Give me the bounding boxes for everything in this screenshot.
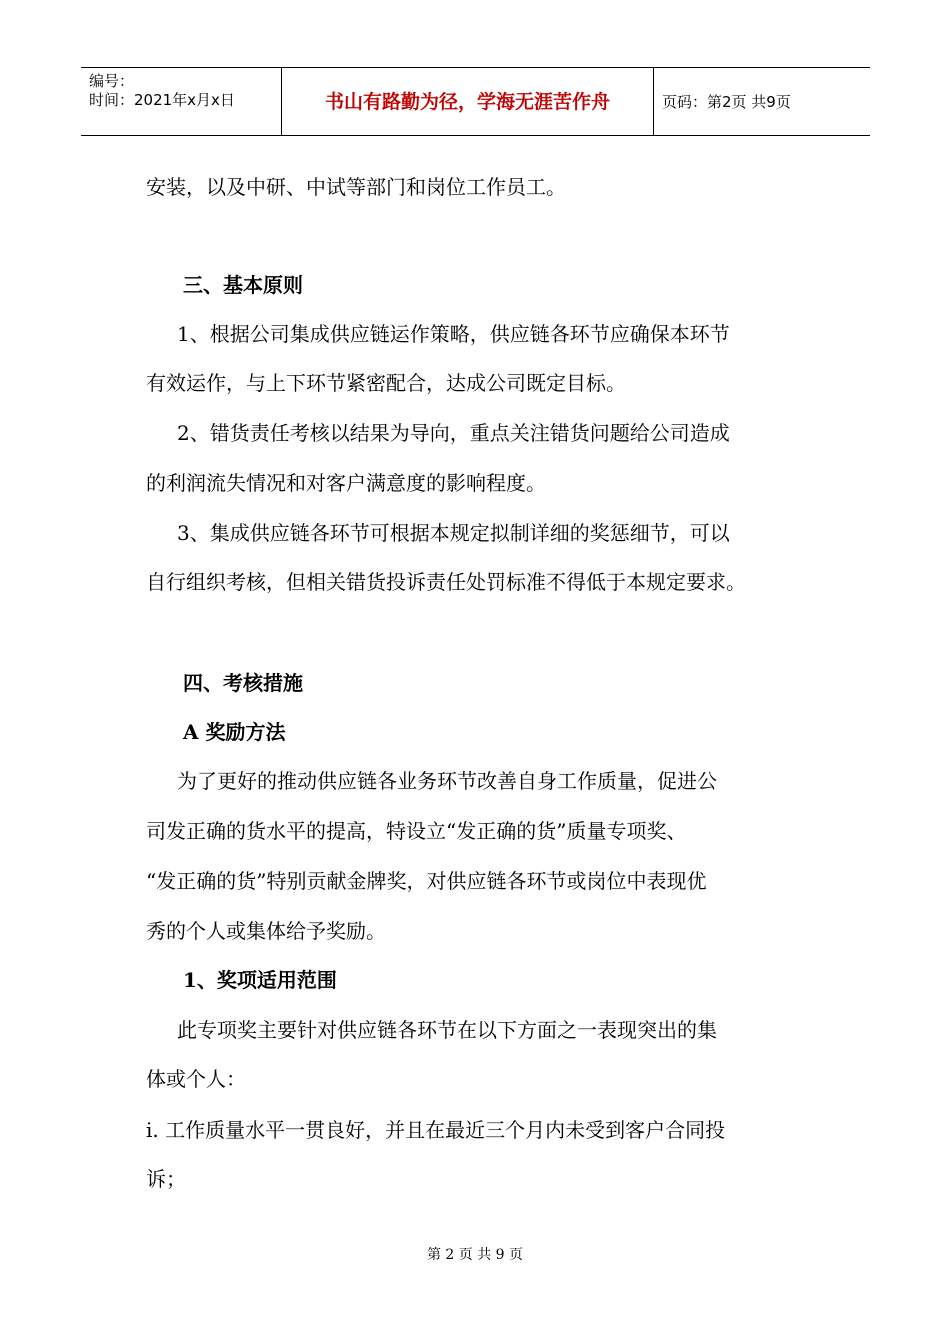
date-label: 时间：2021年x月x日 bbox=[89, 91, 235, 109]
body-line: 2、错货责任考核以结果为导向，重点关注错货问题给公司造成 bbox=[177, 421, 730, 445]
section-heading: 四、考核措施 bbox=[183, 671, 303, 695]
body-line: 诉； bbox=[146, 1167, 186, 1191]
body-line: 秀的个人或集体给予奖励。 bbox=[146, 919, 386, 943]
doc-number-label: 编号： bbox=[89, 72, 135, 90]
body-line: 体或个人： bbox=[146, 1067, 246, 1091]
page-footer: 第 2 页 共 9 页 bbox=[426, 1247, 524, 1263]
body-line: “发正确的货”特别贡献金牌奖，对供应链各环节或岗位中表现优 bbox=[146, 869, 707, 893]
motto-text: 书山有路勤为径，学海无涯苦作舟 bbox=[324, 91, 610, 113]
body-line: 此专项奖主要针对供应链各环节在以下方面之一表现突出的集 bbox=[177, 1018, 717, 1042]
subsection-heading: 1、奖项适用范围 bbox=[183, 968, 337, 992]
body-line: 有效运作，与上下环节紧密配合，达成公司既定目标。 bbox=[146, 371, 626, 395]
body-line: 3、集成供应链各环节可根据本规定拟制详细的奖惩细节，可以 bbox=[177, 521, 730, 545]
subsection-heading: A 奖励方法 bbox=[183, 720, 286, 744]
body-line: 1、根据公司集成供应链运作策略，供应链各环节应确保本环节 bbox=[177, 322, 730, 346]
body-line: 为了更好的推动供应链各业务环节改善自身工作质量，促进公 bbox=[177, 769, 717, 793]
header-meta-cell bbox=[81, 68, 281, 135]
section-heading: 三、基本原则 bbox=[183, 273, 303, 297]
body-line: 安装，以及中研、中试等部门和岗位工作员工。 bbox=[146, 175, 566, 199]
header-motto-cell bbox=[281, 68, 654, 135]
list-item: i. 工作质量水平一贯良好，并且在最近三个月内未受到客户合同投 bbox=[146, 1118, 726, 1142]
header-page-cell bbox=[654, 68, 870, 135]
body-line: 的利润流失情况和对客户满意度的影响程度。 bbox=[146, 471, 546, 495]
body-line: 司发正确的货水平的提高，特设立“发正确的货”质量专项奖、 bbox=[146, 819, 687, 843]
body-line: 自行组织考核，但相关错货投诉责任处罚标准不得低于本规定要求。 bbox=[146, 570, 746, 594]
page-info: 页码：第2页 共9页 bbox=[662, 93, 791, 111]
page-header bbox=[81, 67, 870, 136]
